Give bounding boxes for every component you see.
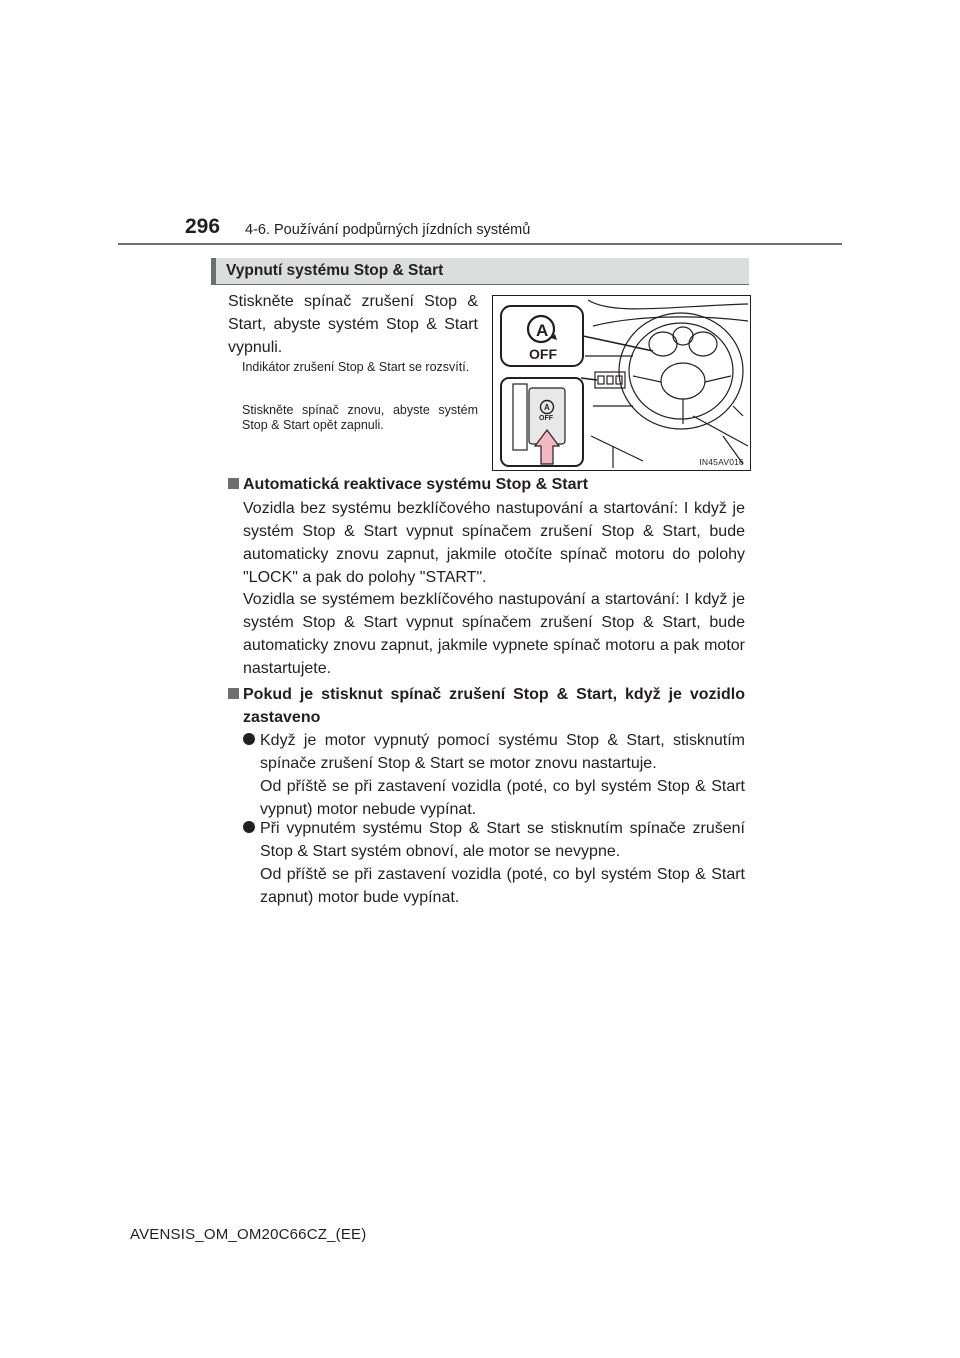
bullet-2-followup: Od příště se při zastavení vozidla (poté, co byl systém Stop & Start zapnut) motor bude vypínat. [260, 866, 745, 906]
off-switch-label: OFF [529, 346, 557, 362]
section-underline [211, 284, 749, 285]
figure-code: IN45AV016 [699, 457, 744, 467]
bullet-item-2 [243, 817, 745, 909]
illustration-figure [492, 295, 751, 471]
bullet-dot-icon [243, 821, 255, 833]
dashboard-illustration [493, 296, 750, 470]
section-title-bar [211, 258, 749, 284]
reactivation-heading [228, 473, 745, 496]
reactivation-paragraph-2: Vozidla se systémem bezklíčového nastupování a startování: I když je systém Stop & Start vypnut spínačem zrušení Stop & Start, bude automaticky znovu zapnut, jakmile vypnete spínač motoru a pak motor nastartujete. [243, 591, 745, 677]
bullet-item-1 [243, 729, 745, 821]
letter-a-large: A [536, 321, 549, 340]
chapter-title: 4-6. Používání podpůrných jízdních systémů [245, 222, 531, 238]
intro-text: Stiskněte spínač zrušení Stop & Start, abyste systém Stop & Start vypnuli. [228, 293, 478, 356]
reactivation-paragraph-1: Vozidla bez systému bezklíčového nastupování a startování: I když je systém Stop & Start vypnut spínačem zrušení Stop & Start, bude automaticky znovu zapnut, jakmile otočíte spínač motoru do polohy "LOCK" a pak do polohy "START". [243, 500, 745, 586]
bullet-1-followup: Od příště se při zastavení vozidla (poté, co byl systém Stop & Start vypnut) motor nebude vypínat. [260, 778, 745, 818]
stopped-heading-text: Pokud je stisknut spínač zrušení Stop & Start, když je vozidlo zastaveno [243, 686, 745, 726]
off-switch-label-small: OFF [539, 415, 553, 422]
bullet-dot-icon [243, 733, 255, 745]
section-accent [211, 258, 216, 284]
page-number: 296 [185, 215, 221, 238]
bullet-1-text: Když je motor vypnutý pomocí systému Stop & Start, stisknutím spínače zrušení Stop & Start se motor znovu nastartuje. [260, 732, 745, 772]
square-bullet-icon [228, 478, 239, 489]
note-press-again: Stiskněte spínač znovu, abyste systém Stop & Start opět zapnuli. [242, 403, 478, 432]
reactivation-heading-text: Automatická reaktivace systému Stop & Start [243, 476, 589, 493]
note-indicator: Indikátor zrušení Stop & Start se rozsvítí. [242, 360, 470, 374]
letter-a-small: A [544, 403, 550, 412]
square-bullet-icon [228, 688, 239, 699]
footer-doc-code: AVENSIS_OM_OM20C66CZ_(EE) [130, 1226, 367, 1243]
stopped-heading [228, 683, 745, 729]
section-title: Vypnutí systému Stop & Start [226, 262, 444, 279]
bullet-2-text: Při vypnutém systému Stop & Start se stisknutím spínače zrušení Stop & Start systém obnoví, ale motor se nevypne. [260, 820, 745, 860]
header-rule [118, 243, 842, 245]
